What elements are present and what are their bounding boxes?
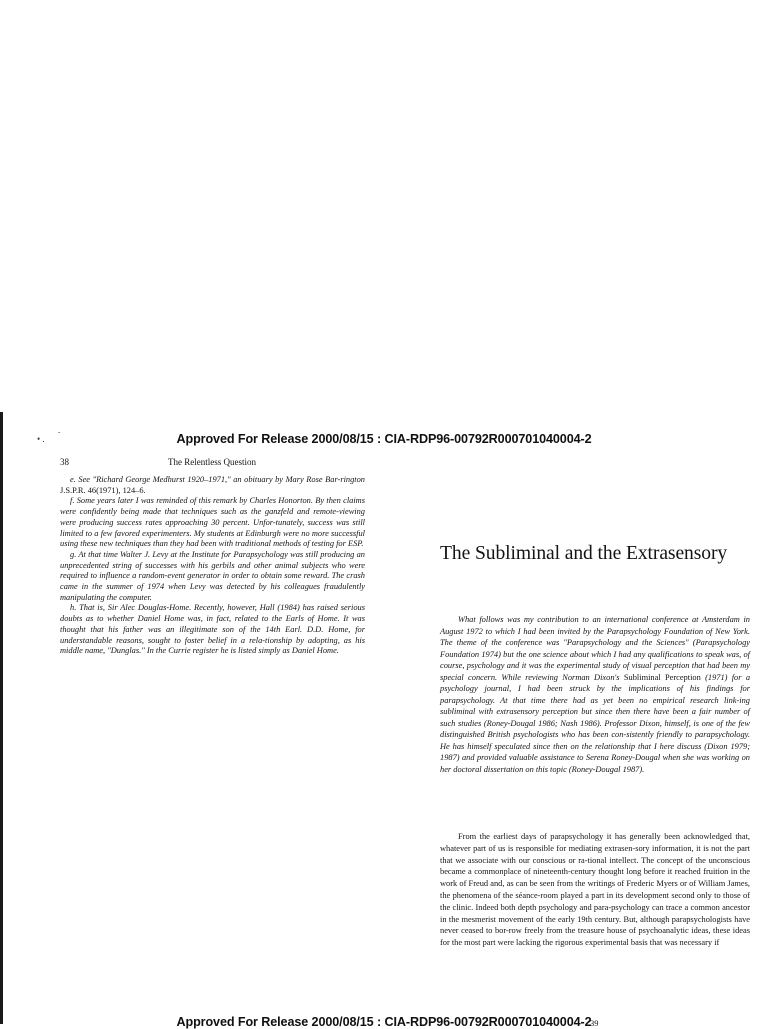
running-title: The Relentless Question <box>168 457 256 467</box>
footnote-e <box>60 475 365 496</box>
body-text <box>440 831 750 949</box>
intro-text-part1: What follows was my contribution to an international conference at Amsterdam in August 1972 to which I had been invited by the Parapsychology Foundation of New York. The theme of the conference was "Parapsychology and the Sciences" (Parapsychology Foundation 1974) but the one science about which I had any qualifications to speak was, of course, psychology and it was the experimental study of visual perception that had been my special concern. While reviewing Norman Dixon's <box>440 615 750 682</box>
footnote-g: g. At that time Walter J. Levy at the Institute for Parapsychology was still producing an unprecedented string of successes with his gerbils and other animal subjects who were required to influence a random-event generator in order to obtain some reward. The crash came in the summer of 1974 when Levy was detected by his colleagues fraudulently manipulating the computer. <box>60 549 365 602</box>
intro-paragraph <box>440 614 750 775</box>
scan-edge-line <box>0 412 3 1024</box>
body-paragraph: From the earliest days of parapsychology it has generally been acknowledged that, whatever part of us is responsible for mediating extrasen-sory information, it is not the part that we associate with our conscious or ra-tional intellect. The concept of the unconscious became a commonplace of nineteenth-century thought long before it reached fruition in the work of Freud and, as can be seen from the writings of Frederic Myers or of William James, the phenomena of the séance-room played a part in its development second only to those of the clinic. Indeed both depth psychology and para-psychology can trace a common ancestor in the mesmerist movement of the early 19th century. But, although parapsychologists have never ceased to bor-row freely from the treasure house of psychoanalytic ideas, these ideas for the most part were lacking the rigorous experimental basis that was necessary if <box>440 832 750 948</box>
chapter-intro <box>440 614 750 775</box>
page-number-left: 38 <box>60 457 69 467</box>
chapter-title: The Subliminal and the Extrasensory <box>440 543 728 564</box>
release-banner-bottom: Approved For Release 2000/08/15 : CIA-RDP96-00792R000701040004-2 <box>176 1015 592 1029</box>
scan-speck: • . <box>37 434 45 444</box>
footnote-f: f. Some years later I was reminded of this remark by Charles Honorton. By then claims were confidently being made that techniques such as the ganzfeld and remote-viewing were producing success rates approaching 30 percent. Unfor-tunately, success was still limited to a few favored experimenters. My students at Edinburgh were no more successful using these new techniques than they had been with traditional methods of testing for ESP. <box>60 496 365 549</box>
scan-speck: - <box>58 428 61 436</box>
footnotes <box>60 475 365 657</box>
footnote-e-text: e. See "Richard George Medhurst 1920–1971," an obituary by Mary Rose Bar-rington <box>70 475 365 484</box>
page-number-right: 39 <box>590 1018 599 1028</box>
footnote-h: h. That is, Sir Alec Douglas-Home. Recently, however, Hall (1984) has raised serious doubts as to whether Daniel Home was, in fact, related to the Earls of Home. It was thought that his father was an illegitimate son of the 14th Earl. D.D. Home, for understandable reasons, sought to foster belief in a rela-tionship by adopting, as his middle name, "Dunglas." In the Currie register he is listed simply as Daniel Home. <box>60 603 365 656</box>
footnote-e-ref: J.S.P.R. 46(1971), 124–6. <box>60 485 146 495</box>
intro-book-title: Subliminal Perception <box>623 672 701 682</box>
intro-text-part2: (1971) for a psychology journal, I had been struck by the implications of his findings for parapsychology. At that time there had as yet been no empirical research link-ing subliminal with extrasensory perception but since then there have been a fair number of such studies (Roney-Dougal 1986; Nash 1986). Professor Dixon, himself, is one of the few distinguished British psychologists who has been con-sistently friendly to parapsychology. He has himself speculated since then on the relationship that I here discuss (Dixon 1979; 1987) and provided valuable assistance to Serena Roney-Dougal when she was working on her doctoral dissertation on this topic (Roney-Dougal 1987). <box>440 672 751 774</box>
release-banner-top: Approved For Release 2000/08/15 : CIA-RDP96-00792R000701040004-2 <box>176 432 592 446</box>
